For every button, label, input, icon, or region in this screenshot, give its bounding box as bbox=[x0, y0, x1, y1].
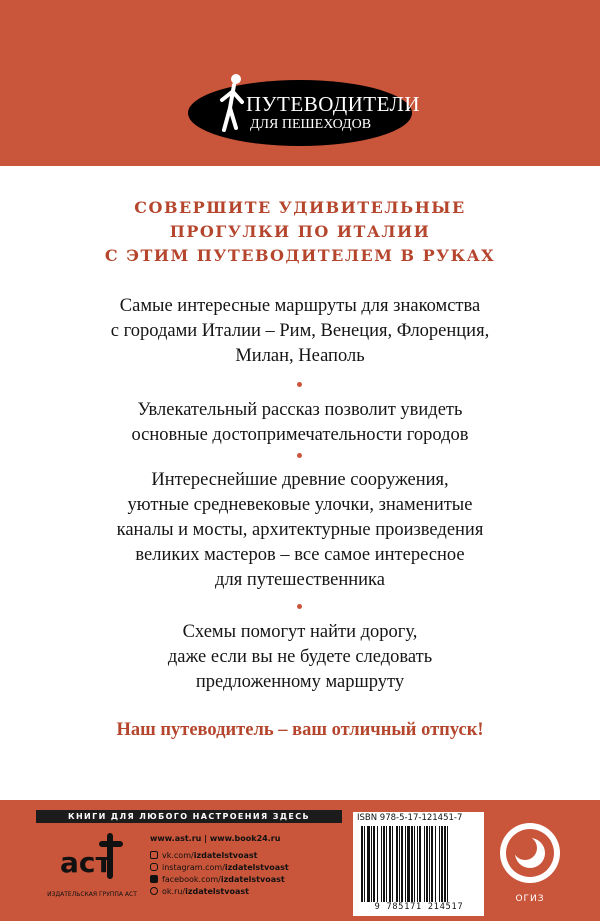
barcode-bar bbox=[419, 826, 421, 902]
paragraph-line: Увлекательный рассказ позволит увидеть bbox=[137, 400, 463, 420]
barcode-bar bbox=[426, 826, 428, 902]
publisher-label: ИЗДАТЕЛЬСКАЯ ГРУППА АСТ bbox=[47, 891, 137, 898]
facebook-icon bbox=[150, 875, 158, 883]
social-link-ok[interactable] bbox=[150, 885, 350, 897]
instagram-icon bbox=[150, 863, 158, 871]
barcode-bar bbox=[407, 826, 410, 902]
social-link-facebook[interactable] bbox=[150, 873, 350, 885]
bullet-separator bbox=[297, 453, 302, 458]
paragraph-line: Милан, Неаполь bbox=[235, 346, 365, 366]
social-prefix: instagram.com/ bbox=[162, 862, 225, 872]
barcode-bar bbox=[424, 826, 425, 902]
isbn-text: ISBN 978-5-17-121451-7 bbox=[357, 813, 463, 823]
website-links[interactable]: www.ast.ru | www.book24.ru bbox=[150, 834, 281, 843]
barcode-bar bbox=[444, 826, 446, 902]
tagline: Наш путеводитель – ваш отличный отпуск! bbox=[116, 720, 484, 740]
barcode-number: 9 785171 214517 bbox=[374, 902, 464, 912]
paragraph-line: Самые интересные маршруты для знакомства bbox=[119, 296, 481, 316]
barcode-bar bbox=[389, 826, 391, 902]
ast-publisher-logo bbox=[58, 832, 130, 882]
social-handle: izdatelstvoast bbox=[185, 886, 249, 896]
paragraph-line: Схемы помогут найти дорогу, bbox=[182, 622, 418, 642]
barcode-bar bbox=[431, 826, 433, 902]
barcode-bar bbox=[392, 826, 393, 902]
headline-line: С ЭТИМ ПУТЕВОДИТЕЛЕМ В РУКАХ bbox=[104, 246, 496, 265]
walking-person-icon bbox=[214, 72, 250, 142]
barcode-bar bbox=[405, 826, 406, 902]
barcode-bar bbox=[401, 826, 403, 902]
barcode-bar bbox=[429, 826, 430, 902]
bullet-separator bbox=[297, 382, 302, 387]
paragraph-line: основные достопримечательности городов bbox=[131, 425, 469, 445]
barcode-bar bbox=[367, 826, 370, 902]
social-handle: izdatelstvoast bbox=[224, 862, 289, 872]
paragraph-line: предложенному маршруту bbox=[195, 672, 405, 692]
ogiz-imprint-logo bbox=[495, 818, 565, 888]
barcode-bar bbox=[441, 826, 443, 902]
barcode-bar bbox=[439, 826, 440, 902]
ok-icon bbox=[150, 887, 158, 895]
paragraph-line: с городами Италии – Рим, Венеция, Флоренция, bbox=[110, 321, 490, 341]
barcode-bar bbox=[411, 826, 413, 902]
barcode-bar bbox=[447, 826, 448, 902]
barcode-bar bbox=[383, 826, 385, 902]
headline-line: ПРОГУЛКИ ПО ИТАЛИИ bbox=[169, 222, 431, 241]
barcode-bar bbox=[373, 826, 375, 902]
barcode-bar bbox=[414, 826, 415, 902]
paragraph-maps bbox=[0, 620, 600, 695]
headline bbox=[0, 196, 600, 268]
social-prefix: vk.com/ bbox=[162, 850, 194, 860]
social-handle: izdatelstvoast bbox=[220, 874, 285, 884]
social-link-vk[interactable] bbox=[150, 849, 350, 861]
social-handle: izdatelstvoast bbox=[193, 850, 258, 860]
barcode-bar bbox=[364, 826, 365, 902]
barcode-bar bbox=[377, 826, 378, 902]
paragraph-line: великих мастеров – все самое интересное bbox=[135, 545, 465, 565]
social-link-instagram[interactable] bbox=[150, 861, 350, 873]
bullet-separator bbox=[297, 604, 302, 609]
barcode-bar bbox=[371, 826, 372, 902]
headline-line: СОВЕРШИТЕ УДИВИТЕЛЬНЫЕ bbox=[134, 198, 466, 217]
slogan-bar: КНИГИ ДЛЯ ЛЮБОГО НАСТРОЕНИЯ ЗДЕСЬ bbox=[36, 810, 342, 823]
series-logo bbox=[188, 72, 421, 150]
imprint-label: ОГИЗ bbox=[515, 894, 545, 904]
paragraph-routes bbox=[0, 294, 600, 369]
barcode-bar bbox=[361, 826, 363, 902]
paragraph-line: Интереснейшие древние сооружения, bbox=[151, 470, 449, 490]
social-prefix: ok.ru/ bbox=[162, 886, 186, 896]
barcode-panel bbox=[353, 812, 484, 916]
vk-icon bbox=[150, 851, 158, 859]
barcode-bar bbox=[399, 826, 400, 902]
logo-subtitle: ДЛЯ ПЕШЕХОДОВ bbox=[250, 117, 372, 132]
barcode-bar bbox=[386, 826, 387, 902]
barcode bbox=[361, 826, 477, 902]
logo-title: ПУТЕВОДИТЕЛИ bbox=[246, 92, 421, 116]
barcode-bar bbox=[396, 826, 398, 902]
paragraph-story bbox=[0, 398, 600, 448]
barcode-bar bbox=[435, 826, 436, 902]
paragraph-line: уютные средневековые улочки, знаменитые bbox=[127, 495, 473, 515]
barcode-bar bbox=[417, 826, 418, 902]
paragraph-line: для путешественника bbox=[215, 570, 385, 590]
paragraph-sights bbox=[0, 468, 600, 593]
paragraph-line: каналы и мосты, архитектурные произведения bbox=[116, 520, 484, 540]
paragraph-line: даже если вы не будете следовать bbox=[167, 647, 433, 667]
social-prefix: facebook.com/ bbox=[162, 874, 221, 884]
ast-logo-text: аст bbox=[60, 846, 112, 879]
publisher-links bbox=[150, 834, 350, 897]
barcode-bar bbox=[381, 826, 382, 902]
